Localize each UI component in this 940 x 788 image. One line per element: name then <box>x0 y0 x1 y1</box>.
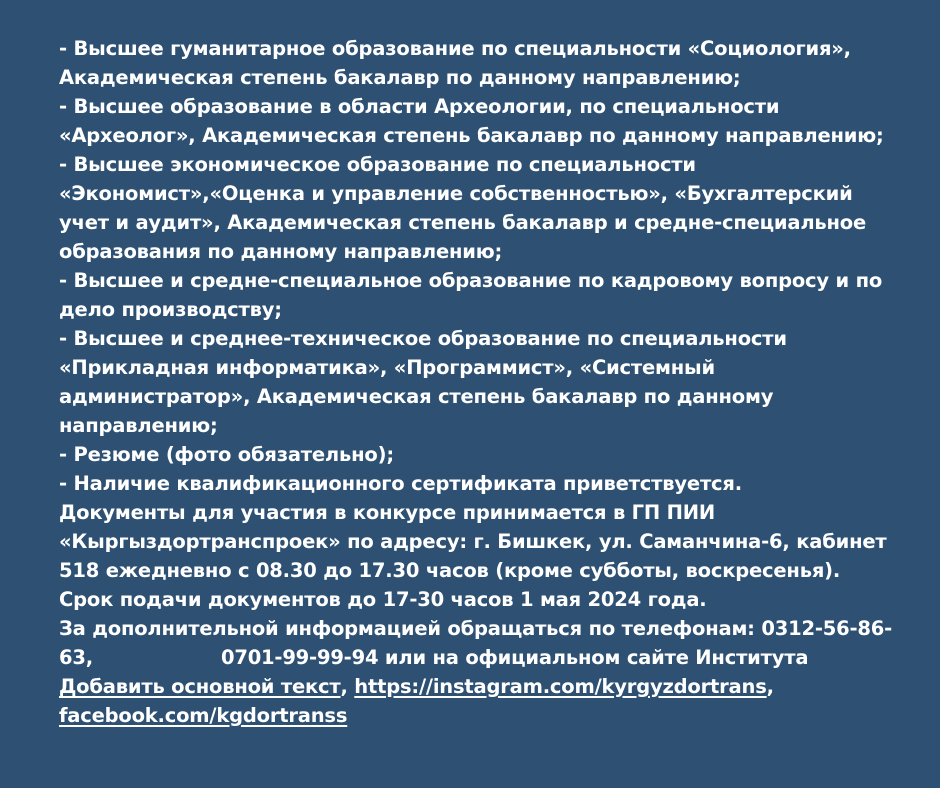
text-line: «Прикладная информатика», «Программист», «Системный <box>59 356 715 379</box>
text-line: - Резюме (фото обязательно); <box>59 443 394 466</box>
text-line: образования по данному направлению; <box>59 240 503 263</box>
text-line: - Наличие квалификационного сертификата приветствуется. <box>59 472 742 495</box>
facebook-line <box>59 701 899 730</box>
text-line: «Кыргыздортранспроек» по адресу: г. Бишкек, ул. Саманчина-6, кабинет <box>59 530 887 553</box>
text-line: За дополнительной информацией обращаться по телефонам: 0312-56-86- <box>59 617 892 640</box>
text-line: «Экономист»,«Оценка и управление собственностью», «Бухгалтерский <box>59 182 853 205</box>
text-line: 518 ежедневно с 08.30 до 17.30 часов (кроме субботы, воскресенья). <box>59 559 841 582</box>
instagram-link[interactable]: https://instagram.com/kyrgyzdortrans <box>354 675 767 698</box>
text-line: - Высшее гуманитарное образование по специальности «Социология», <box>59 37 851 60</box>
text-line: Документы для участия в конкурсе принимается в ГП ПИИ <box>59 501 715 524</box>
text-line: Срок подачи документов до 17-30 часов 1 мая 2024 года. <box>59 588 707 611</box>
text-line: администратор», Академическая степень бакалавр по данному <box>59 385 774 408</box>
links-line <box>59 672 899 701</box>
phone-line-start: 63, <box>59 646 93 669</box>
text-line: учет и аудит», Академическая степень бакалавр и средне-специальное <box>59 211 867 234</box>
link-trailing-comma: , <box>766 675 774 698</box>
text-line: - Высшее и среднее-техническое образование по специальности <box>59 327 787 350</box>
text-line: - Высшее и средне-специальное образование по кадровому вопросу и по <box>59 269 883 292</box>
add-main-text-link[interactable]: Добавить основной текст <box>59 675 341 698</box>
phone-line-rest: 0701-99-99-94 или на официальном сайте Института <box>220 646 809 669</box>
phone-line <box>59 643 899 672</box>
text-line: - Высшее экономическое образование по специальности <box>59 153 696 176</box>
text-line: дело производству; <box>59 298 282 321</box>
text-line: - Высшее образование в области Археологии, по специальности <box>59 95 780 118</box>
text-line: Академическая степень бакалавр по данному направлению; <box>59 66 741 89</box>
link-separator: , <box>340 675 355 698</box>
facebook-link[interactable]: facebook.com/kgdortranss <box>59 704 348 727</box>
text-line: «Археолог», Академическая степень бакалавр по данному направлению; <box>59 124 884 147</box>
text-line: направлению; <box>59 414 218 437</box>
announcement-text <box>59 34 899 730</box>
